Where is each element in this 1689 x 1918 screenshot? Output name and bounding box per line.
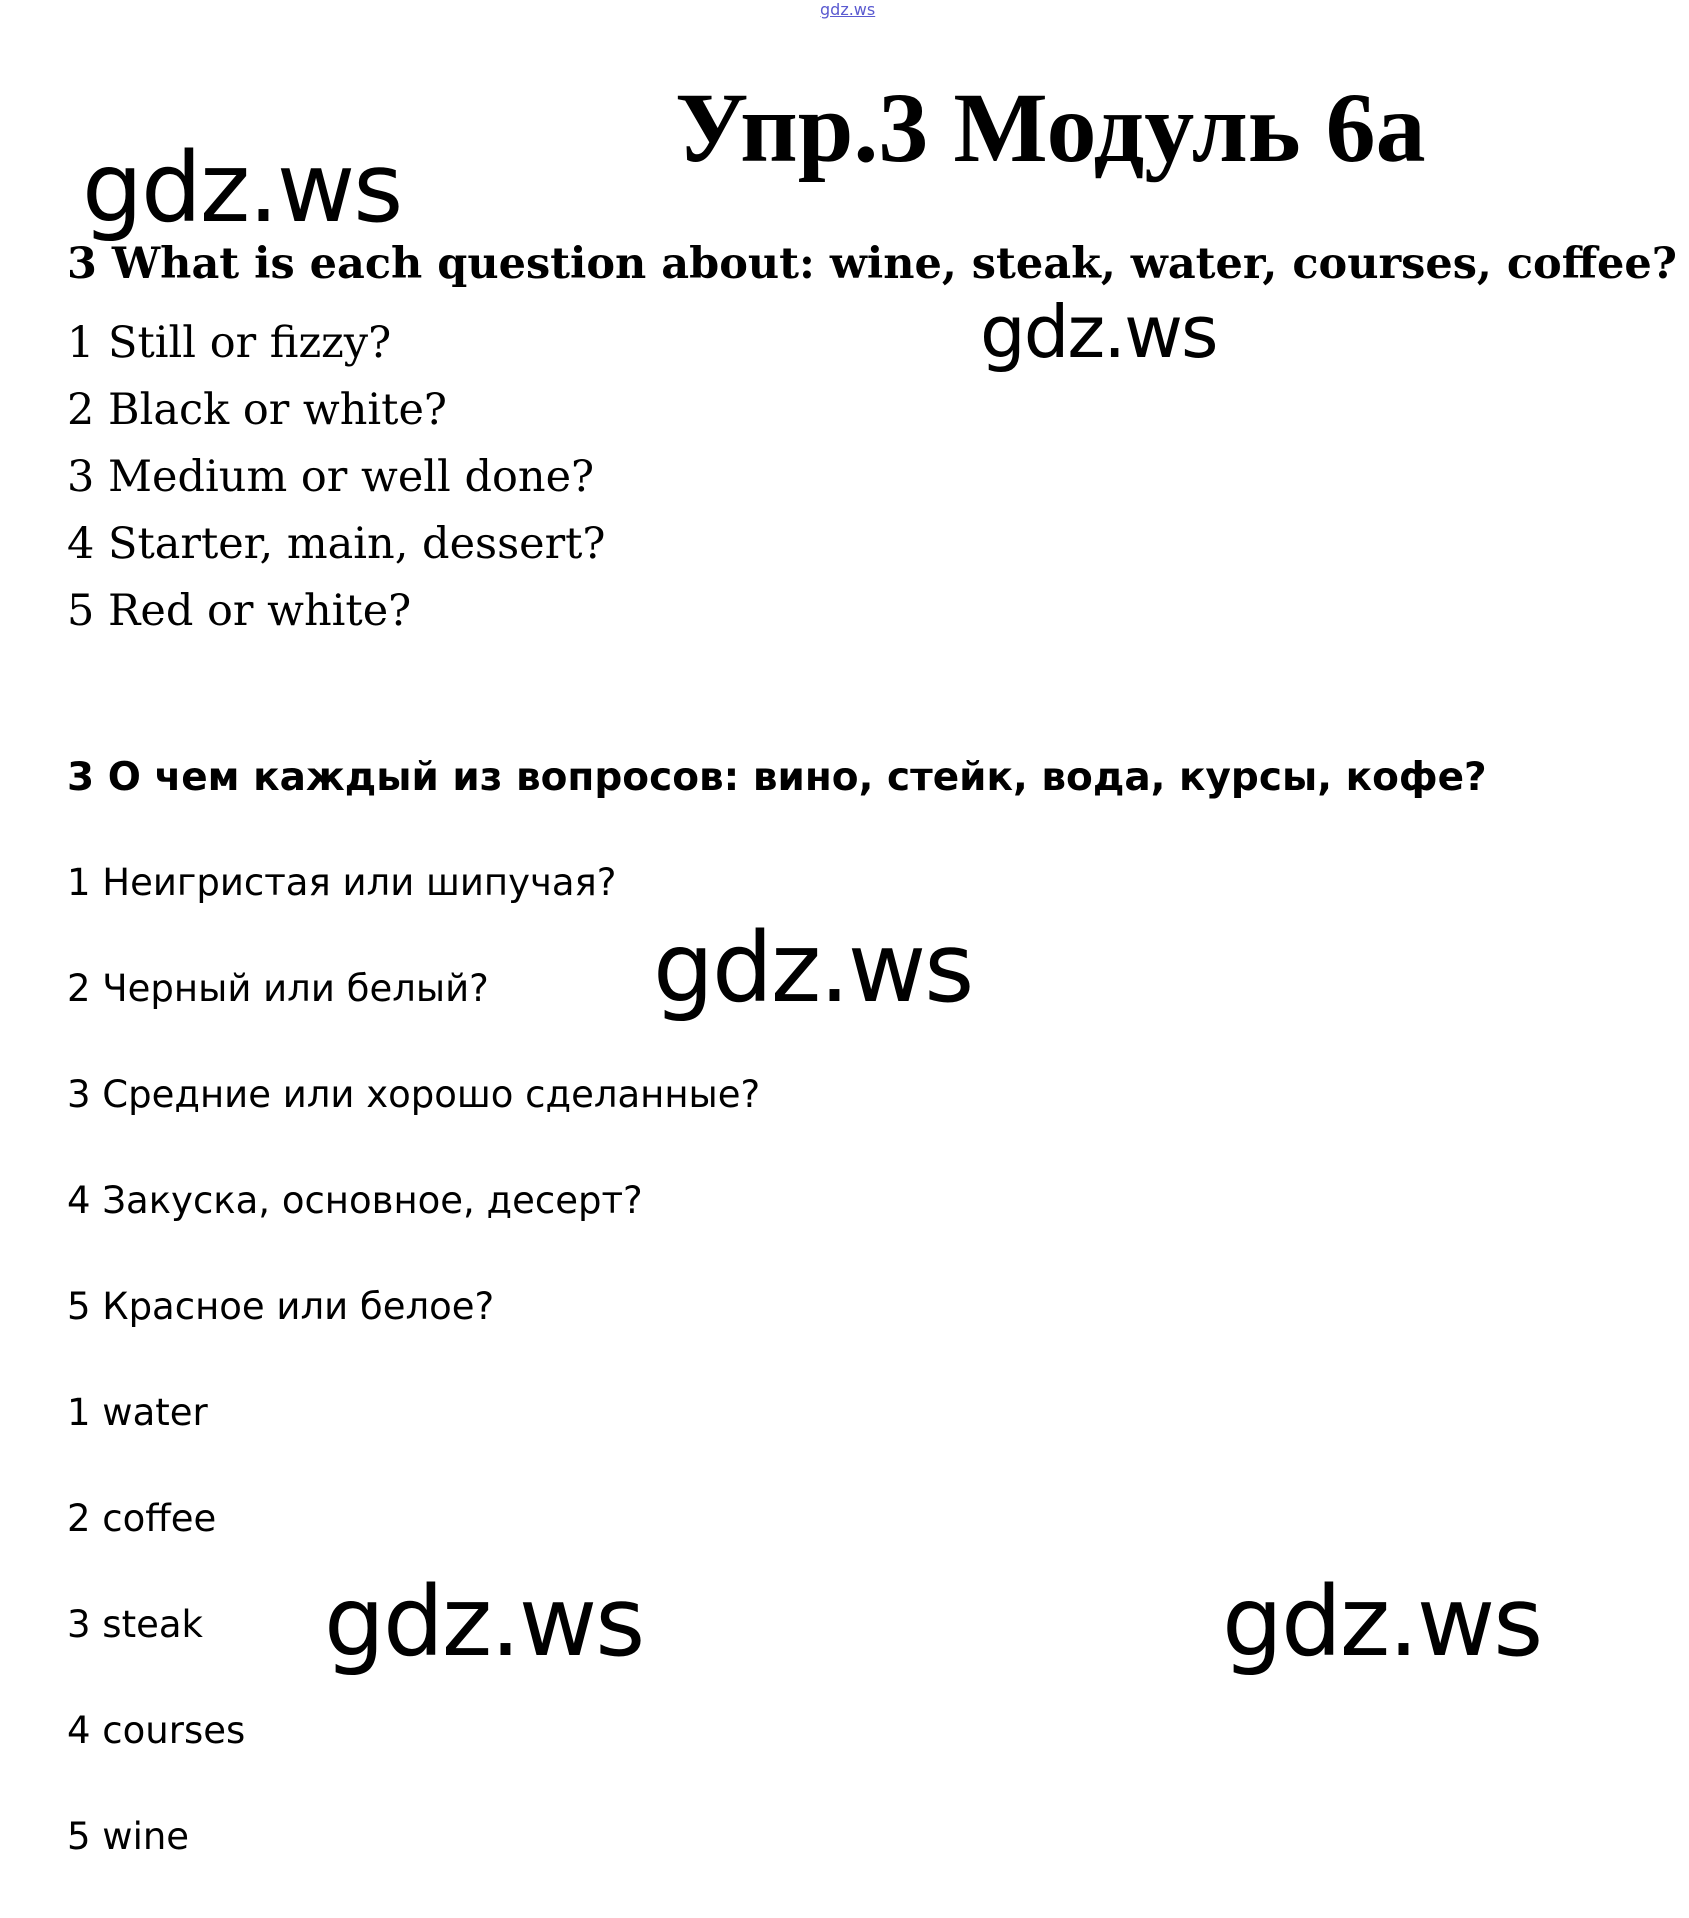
exercise-heading-russian: 3 О чем каждый из вопросов: вино, стейк, вода, курсы, кофе? (67, 755, 1487, 800)
translation-item: 1 Неигристая или шипучая? (67, 861, 617, 904)
exercise-heading-english: 3 What is each question about: wine, steak, water, courses, coffee? (67, 239, 1677, 289)
watermark: gdz.ws (653, 912, 973, 1024)
answer-item: 4 courses (67, 1709, 246, 1752)
question-list-russian (67, 858, 760, 1388)
answer-list (67, 1388, 245, 1918)
answer-item: 3 steak (67, 1603, 203, 1646)
translation-item: 2 Черный или белый? (67, 967, 489, 1010)
question-list-english (67, 310, 606, 645)
watermark: gdz.ws (980, 290, 1217, 374)
watermark: gdz.ws (324, 1566, 644, 1678)
question-item: 4 Starter, main, dessert? (67, 519, 606, 569)
watermark: gdz.ws (1222, 1566, 1542, 1678)
page-title: Упр.3 Модуль 6а (675, 72, 1426, 183)
question-item: 3 Medium or well done? (67, 452, 595, 502)
answer-item: 1 water (67, 1391, 208, 1434)
answer-item: 2 coffee (67, 1497, 217, 1540)
answer-item: 5 wine (67, 1815, 190, 1858)
translation-item: 5 Красное или белое? (67, 1285, 495, 1328)
watermark: gdz.ws (82, 132, 402, 244)
translation-item: 3 Средние или хорошо сделанные? (67, 1073, 761, 1116)
question-item: 2 Black or white? (67, 385, 447, 435)
question-item: 1 Still or fizzy? (67, 318, 392, 368)
translation-item: 4 Закуска, основное, десерт? (67, 1179, 643, 1222)
top-watermark-link: gdz.ws (820, 0, 876, 19)
question-item: 5 Red or white? (67, 586, 412, 636)
